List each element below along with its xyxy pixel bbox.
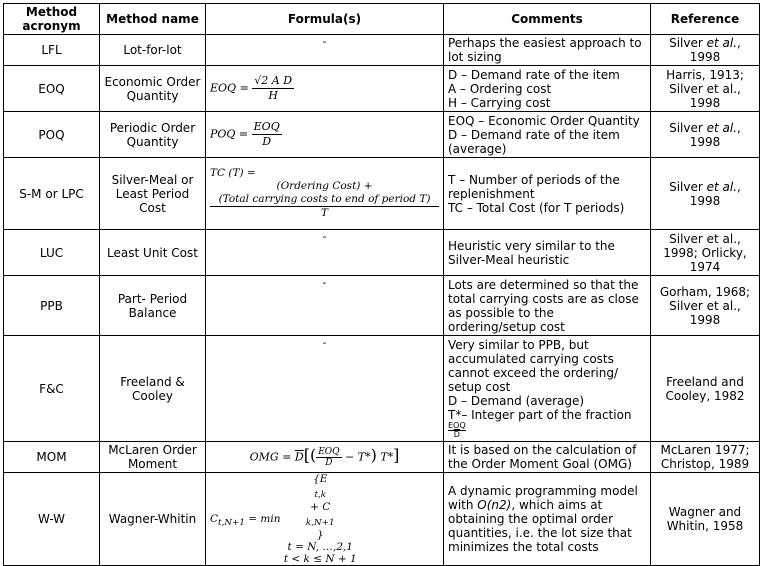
reference-cell bbox=[651, 112, 760, 158]
lot-sizing-methods-table bbox=[3, 3, 760, 566]
fraction-denominator: D bbox=[453, 430, 460, 439]
header-formula: Formula(s) bbox=[206, 4, 444, 35]
comment-line: quantities, i.e. the lot size that bbox=[448, 526, 632, 541]
comment-line: accumulated carrying costs bbox=[448, 352, 614, 366]
comments-cell bbox=[444, 473, 651, 566]
comment-line: H – Carrying cost bbox=[448, 95, 551, 110]
fraction-numerator: EOQ bbox=[253, 120, 280, 133]
reference-em: et al. bbox=[706, 179, 738, 194]
formula-block bbox=[210, 473, 357, 565]
fraction-numerator: √2 A D bbox=[254, 74, 293, 87]
table-row bbox=[4, 35, 760, 66]
acronym-cell: MOM bbox=[4, 442, 100, 473]
formula-cell: - bbox=[206, 336, 444, 442]
reference-em: et al. bbox=[706, 36, 738, 50]
reference-year: , 1998 bbox=[689, 36, 741, 64]
fraction-numerator bbox=[210, 180, 439, 207]
reference-text: Silver bbox=[669, 179, 707, 194]
paren-open-icon: ( bbox=[309, 445, 317, 464]
formula-fraction bbox=[252, 120, 282, 149]
fraction-numerator: EOQ bbox=[318, 446, 340, 457]
name-cell: Economic Order Quantity bbox=[100, 66, 206, 112]
formula-d: $\overline{D}$ bbox=[294, 450, 304, 463]
reference-text: Silver bbox=[669, 36, 707, 50]
comments-cell bbox=[444, 230, 651, 276]
numerator-line: (Ordering Cost) + bbox=[276, 180, 373, 192]
comments-cell bbox=[444, 336, 651, 442]
comment-line: T*– Integer part of the fraction bbox=[448, 408, 632, 422]
comment-line: TC – Total Cost (for T periods) bbox=[448, 200, 625, 215]
comment-line: Perhaps the easiest approach to bbox=[448, 36, 642, 50]
header-name: Method name bbox=[100, 4, 206, 35]
comment-line: (average) bbox=[448, 141, 507, 156]
formula-cell bbox=[206, 442, 444, 473]
comment-line: setup cost bbox=[448, 380, 511, 394]
comment-line: T – Number of periods of the bbox=[448, 172, 620, 187]
name-cell: Least Unit Cost bbox=[100, 230, 206, 276]
reference-cell: McLaren 1977; Christop, 1989 bbox=[651, 442, 760, 473]
name-cell: Wagner-Whitin bbox=[100, 473, 206, 566]
table-row bbox=[4, 158, 760, 230]
formula-conditions bbox=[284, 473, 357, 565]
comment-text: with bbox=[448, 498, 478, 513]
term-c-sub: k,N+1 bbox=[305, 518, 335, 529]
condition-line: t < k ≤ N + 1 bbox=[283, 553, 357, 566]
acronym-cell: LUC bbox=[4, 230, 100, 276]
comments-cell bbox=[444, 66, 651, 112]
comment-fraction bbox=[448, 422, 466, 439]
name-cell: Part- Period Balance bbox=[100, 276, 206, 336]
reference-cell bbox=[651, 35, 760, 66]
formula-tail: T* bbox=[380, 450, 394, 463]
formula-cell bbox=[206, 66, 444, 112]
name-cell: McLaren Order Moment bbox=[100, 442, 206, 473]
comment-line: replenishment bbox=[448, 186, 535, 201]
comment-line: EOQ – Economic Order Quantity bbox=[448, 113, 640, 128]
formula-block bbox=[210, 167, 439, 220]
comment-line: lot sizing bbox=[448, 50, 502, 64]
header-acronym: Method acronym bbox=[4, 4, 100, 35]
formula-cell: - bbox=[206, 35, 444, 66]
acronym-cell: W-W bbox=[4, 473, 100, 566]
fraction-denominator: T bbox=[320, 207, 328, 219]
comment-line: A dynamic programming model bbox=[448, 484, 638, 499]
formula-fraction bbox=[252, 74, 294, 103]
table-row bbox=[4, 230, 760, 276]
comment-line: cannot exceed the ordering/ bbox=[448, 366, 618, 380]
reference-cell: Wagner and Whitin, 1958 bbox=[651, 473, 760, 566]
comment-line: Lots are determined so that the bbox=[448, 277, 639, 292]
table-row bbox=[4, 112, 760, 158]
acronym-cell: EOQ bbox=[4, 66, 100, 112]
name-cell: Periodic Order Quantity bbox=[100, 112, 206, 158]
acronym-cell: S-M or LPC bbox=[4, 158, 100, 230]
reference-cell: Silver et al., 1998; Orlicky, 1974 bbox=[651, 230, 760, 276]
formula-minus-term: − T* bbox=[345, 450, 371, 463]
formula-lhs: POQ = bbox=[210, 127, 249, 141]
comment-line: D – Demand rate of the item bbox=[448, 127, 620, 142]
table-row bbox=[4, 276, 760, 336]
comment-line: Silver-Meal heuristic bbox=[448, 252, 570, 267]
name-cell: Freeland & Cooley bbox=[100, 336, 206, 442]
table-row bbox=[4, 66, 760, 112]
comments-cell bbox=[444, 112, 651, 158]
paren-close-icon: ) bbox=[370, 445, 377, 464]
comment-line: Very similar to PPB, but bbox=[448, 338, 589, 352]
formula-term bbox=[284, 473, 357, 541]
formula-lhs-sub: t,N+1 bbox=[218, 518, 245, 529]
formula-fraction bbox=[316, 447, 341, 468]
fraction-numerator: EOQ bbox=[448, 421, 466, 430]
comment-line: D – Demand rate of the item bbox=[448, 67, 620, 82]
acronym-cell: PPB bbox=[4, 276, 100, 336]
formula-fraction bbox=[210, 180, 439, 220]
formula-cell bbox=[206, 112, 444, 158]
name-cell: Silver-Meal or Least Period Cost bbox=[100, 158, 206, 230]
term-e-sub: t,k bbox=[314, 490, 327, 501]
comments-cell bbox=[444, 158, 651, 230]
formula-eq: = min bbox=[248, 513, 281, 526]
acronym-cell: POQ bbox=[4, 112, 100, 158]
name-cell: Lot-for-lot bbox=[100, 35, 206, 66]
comment-em: O(n2) bbox=[477, 498, 512, 513]
acronym-cell: F&C bbox=[4, 336, 100, 442]
fraction-denominator: D bbox=[262, 135, 272, 148]
comment-line bbox=[448, 498, 646, 512]
formula-lhs: C bbox=[210, 513, 219, 526]
fraction-denominator: H bbox=[268, 89, 278, 102]
comments-cell bbox=[444, 442, 651, 473]
fraction-denominator: D bbox=[325, 457, 333, 468]
reference-year: , 1998 bbox=[689, 120, 741, 149]
comment-text: , which aims at bbox=[511, 498, 603, 513]
comment-line: Heuristic very similar to the bbox=[448, 238, 615, 253]
header-comments: Comments bbox=[444, 4, 651, 35]
formula-cell: - bbox=[206, 230, 444, 276]
comment-line: the Order Moment Goal (OMG) bbox=[448, 457, 632, 471]
reference-em: et al. bbox=[706, 120, 738, 135]
term-e: {E bbox=[313, 473, 328, 485]
table-row bbox=[4, 473, 760, 566]
comment-line: ordering/setup cost bbox=[448, 319, 565, 334]
reference-cell: Freeland and Cooley, 1982 bbox=[651, 336, 760, 442]
table-row bbox=[4, 336, 760, 442]
comment-line: It is based on the calculation of bbox=[448, 443, 637, 457]
comment-line: minimizes the total costs bbox=[448, 540, 599, 555]
comments-cell bbox=[444, 35, 651, 66]
formula-lhs: OMG = bbox=[249, 450, 292, 463]
comment-line: D – Demand (average) bbox=[448, 394, 585, 408]
condition-line: t = N, …,2,1 bbox=[287, 541, 353, 554]
comment-line: as possible to the bbox=[448, 305, 554, 320]
term-c: + C bbox=[310, 501, 331, 514]
reference-text: Silver bbox=[669, 120, 707, 135]
reference-cell: Gorham, 1968; Silver et al., 1998 bbox=[651, 276, 760, 336]
table-row bbox=[4, 442, 760, 473]
bracket-close-icon: ] bbox=[393, 445, 400, 464]
comment-line: total carrying costs are as close bbox=[448, 291, 639, 306]
formula-lhs: EOQ = bbox=[210, 81, 249, 95]
header-reference: Reference bbox=[651, 4, 760, 35]
formula-cell bbox=[206, 473, 444, 566]
comment-line: A – Ordering cost bbox=[448, 81, 552, 96]
reference-cell: Harris, 1913; Silver et al., 1998 bbox=[651, 66, 760, 112]
term-close: } bbox=[316, 529, 324, 542]
numerator-line: (Total carrying costs to end of period T) bbox=[218, 193, 431, 205]
formula-lhs: TC (T) = bbox=[210, 167, 256, 179]
comment-line: obtaining the optimal order bbox=[448, 512, 614, 527]
formula-cell bbox=[206, 158, 444, 230]
acronym-cell: LFL bbox=[4, 35, 100, 66]
reference-cell bbox=[651, 158, 760, 230]
reference-year: , 1998 bbox=[689, 179, 741, 208]
header-row bbox=[4, 4, 760, 35]
bracket-open-icon: [ bbox=[303, 445, 310, 464]
formula-cell: - bbox=[206, 276, 444, 336]
comments-cell bbox=[444, 276, 651, 336]
